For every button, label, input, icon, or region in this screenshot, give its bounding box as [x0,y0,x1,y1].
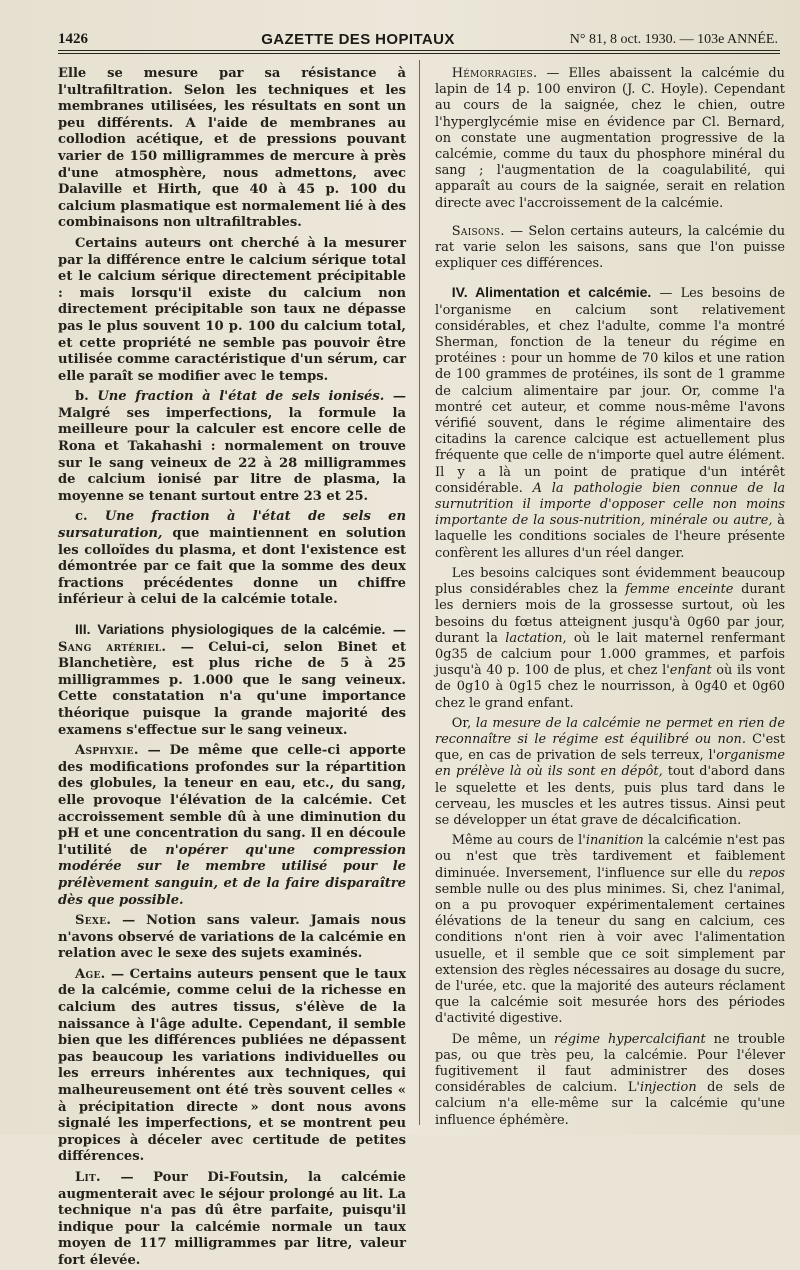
paragraph [58,743,406,909]
list-label: c. [75,509,88,525]
italic-heading: Une fraction à l'état de sels ionisés. [97,389,385,405]
header-rule [58,50,780,51]
paragraph-text: durant les derniers mois de la grossesse surtout, où les besoins du fœtus atteignent jusqu'à 0g60 par jour, durant la [435,582,785,646]
subheading: Asphyxie. [75,743,139,759]
paragraph [435,566,785,712]
paragraph-text: Les besoins calciques sont évidemment beaucoup plus considérables chez la [435,565,785,598]
paragraph [435,1032,785,1129]
paragraph-text: — Celui-ci, selon Binet et Blanchetière, est plus riche de 5 à 25 milligrammes p. 1.000 que le sang veineux. Cette constatation n'a qu'une importance théorique puisque la grande majorité des examens s'effectue sur le sang veineux. [58,639,406,738]
paragraph [58,967,406,1166]
paragraph-text: De même, un [451,1031,554,1047]
page-number: 1426 [58,31,88,47]
paragraph-text: — Les besoins de l'organisme en calcium sont relativement considérables, et chez l'adulte, comme l'a montré Sherman, fonction de la teneur du régime en protéines : pour un homme de 70 kilos et une ration de 100 grammes de protéines, ils sont de 1 gramme de calcium alimentaire par jour. Or, comme l'a montré cet auteur, et comme nous-même l'avons vérifié souvent, dans le régime alimentaire des citadins la carence calcique est actuellement plus fréquente que celle de n'importe quel autre élément. Il y a là un point de pratique d'un intérêt considérable. [435,286,785,496]
header-rule [58,53,780,54]
subheading: Sang artériel. [58,639,167,655]
subheading: Saisons. [451,223,505,239]
paragraph-text: la calcémie n'est pas ou n'est que très tardivement et faiblement diminuée. Inversement, l'influence sur elle du [435,833,785,881]
paragraph-text: — Selon certains auteurs, la calcémie du rat varie selon les saisons, sans que l'on puisse expliquer ces différences. [435,223,785,272]
paragraph-text: où ils vont de 0g10 à 0g15 chez le nourrisson, à 0g40 et 0g60 chez le grand enfant. [435,663,785,711]
paragraph [58,389,406,505]
subheading: Sexe. [75,913,112,929]
italic-text: la mesure de la calcémie ne permet en rien de reconnaître si le régime est équilibré ou non. [435,715,785,747]
paragraph-text: , où le lait maternel renfermant 0g35 de calcium pour 1.000 grammes, et parfois jusqu'à 40 p. 100 de plus, et chez l' [435,630,785,679]
issue-info: N° 81, 8 oct. 1930. — 103e ANNÉE. [569,32,778,47]
italic-text: A la pathologie bien connue de la surnutrition il importe d'opposer celle non moins importante de la sous-nutrition, minérale ou autre, [435,480,786,529]
italic-text: lactation [505,630,563,646]
page-header [58,18,778,48]
list-label: b. [75,389,89,405]
paragraph-text: tout d'abord dans le squelette et les dents, puis plus tard dans le cerveau, les muscles et les autres tissus. Ainsi peut se développer un état grave de décalcification. [435,764,785,828]
paragraph [435,66,785,212]
italic-heading: Une fraction à l'état de sels en sursaturation, [58,509,406,542]
paragraph: Certains auteurs ont cherché à la mesurer par la différence entre le calcium sérique total et le calcium sérique directement précipitable : mais lorsqu'il existe du calcium non directement précipitable son taux ne dépasse pas le plus souvent 10 p. 100 du calcium total, et cette propriété ne semble pas pouvoir être utilisée comme caractéristique d'un sérum, car elle paraît se modifier avec le temps. [58,235,406,384]
italic-text: repos [748,865,785,881]
right-column [435,66,785,1126]
italic-text: inanition [585,833,644,849]
paragraph-text: C'est que, en cas de privation de sels terreux, l' [435,731,785,764]
paragraph-text: à laquelle les conditions sociales de l'heure présente confèrent les allures d'un réel danger. [435,513,785,561]
section-paragraph: III. Variations physiologiques de la calcémie. — Sang artériel. — Celui-ci, selon Binet et Blanchetière, est plus riche de 5 à 25 milligrammes p. 1.000 que le sang veineux. Cette constatation n'a qu'une importance théorique puisque la grande majorité des examens s'effectue sur le sang veineux. [58,621,406,738]
journal-title: GAZETTE DES HOPITAUX [261,31,455,48]
italic-text: injection [639,1080,697,1096]
paragraph-text: ne trouble pas, ou que très peu, la calcémie. Pour l'élever fugitivement il faut administrer des doses considérables de calcium. L' [435,1031,785,1096]
paragraph [435,833,785,1027]
italic-text: organisme en prélève là où ils sont en dépôt, [435,748,785,780]
italic-text: n'opérer qu'une compression modérée sur le membre utilisé pour le prélèvement sanguin, et de la faire disparaître dès que possible. [58,842,406,908]
paragraph [58,1170,406,1270]
italic-text: femme enceinte [625,582,734,598]
subheading: Age. [75,966,106,982]
paragraph-text: — Elles abaissent la calcémie du lapin de 14 p. 100 environ (J. C. Hoyle). Cependant au cours de la saignée, chez le chien, outre l'hyperglycémie mise en évidence par Cl. Bernard, on constate une augmentation progressive de la calcémie, comme du taux du phosphore minéral du sang ; l'augmentation de la coagulabilité, qui apparaît au cours de la saignée, serait en relation directe avec l'accroissement de la calcémie. [435,66,785,211]
italic-text: enfant [669,663,712,679]
paragraph-text: — Malgré ses imperfections, la formule la meilleure pour la calculer est encore celle de Rona et Takahashi : normalement on trouve sur le sang veineux de 22 à 28 milligrammes de calcium ionisé par litre de plasma, la moyenne se tenant surtout entre 23 et 25. [58,389,406,504]
paragraph-text: — Certains auteurs pensent que le taux de la calcémie, comme celui de la richesse en calcium des autres tissus, s'élève de la naissance à l'âge adulte. Cependant, il semble bien que les différences publiées ne dépassent pas beaucoup les variations individuelles ou les erreurs inhérentes aux techniques, qui malheureusement ont été très souvent celles « à précipitation directe » dont nous avons signalé les imperfections, et se montrent peu propices à déceler avec certitude de petites différences. [58,966,406,1165]
paragraph-text: — Notion sans valeur. Jamais nous n'avons observé de variations de la calcémie en relation avec le sexe des sujets examinés. [58,913,406,962]
section-title: III. Variations physiologiques de la calcémie. [75,621,386,637]
paragraph-text: Or, [451,715,476,731]
paragraph-text: semble nulle ou des plus minimes. Si, chez l'animal, on a pu provoquer expérimentalement certaines élévations de la teneur du sang en calcium, ces conditions n'ont rien à voir avec l'alimentation usuelle, et il semble que ce soit simplement par extension des règles nécessaires au dosage du sucre, de l'urée, etc. que la majorité des auteurs réclament que la calcémie soit mesurée hors des périodes d'activité digestive. [435,881,785,1027]
paragraph-text: — De même que celle-ci apporte des modifications profondes sur la répartition des globules, la teneur en eau, etc., du sang, elle provoque l'élévation de la calcémie. Cet accroissement semble dû à une diminution du pH et une concentration du sang. Il en découle l'utilité de [58,743,406,858]
paragraph-text: que maintiennent en solution les colloïdes du plasma, et dont l'existence est démontrée par ce fait que la somme des deux fractions précédentes donne un chiffre inférieur à celui de la calcémie totale. [58,526,406,608]
paragraph: Elle se mesure par sa résistance à l'ultrafiltration. Selon les techniques et les membranes utilisées, les résultats en sont un peu différents. A l'aide de membranes au collodion acétique, et de pressions pouvant varier de 150 milligrammes de mercure à près d'une atmosphère, nous admettons, avec Dalaville et Hirth, que 40 à 45 p. 100 du calcium plasmatique est normalement lié à des combinaisons non ultrafiltrables. [58,66,406,231]
subheading: Hémorragies. [451,66,538,81]
paragraph [435,224,785,273]
section-title: IV. Alimentation et calcémie. [451,284,652,301]
section-paragraph [435,284,785,561]
subheading: Lit. [75,1170,101,1185]
column-divider [419,60,420,1125]
paragraph-text: — Pour Di-Foutsin, la calcémie augmenterait avec le séjour prolongé au lit. La technique n'a pas dû être parfaite, puisqu'il indique pour la calcémie normale un taux moyen de 117 milligrammes par litre, valeur fort élevée. [58,1170,406,1268]
paragraph-text: Même au cours de l' [451,833,586,849]
italic-text: régime hypercalcifiant [554,1031,706,1047]
paragraph-text: de sels de calcium n'a elle-même sur la calcémie qu'une influence éphémère. [435,1080,785,1128]
paragraph [435,716,785,829]
paragraph [58,913,406,963]
paragraph [58,509,406,609]
left-column [58,66,406,1268]
